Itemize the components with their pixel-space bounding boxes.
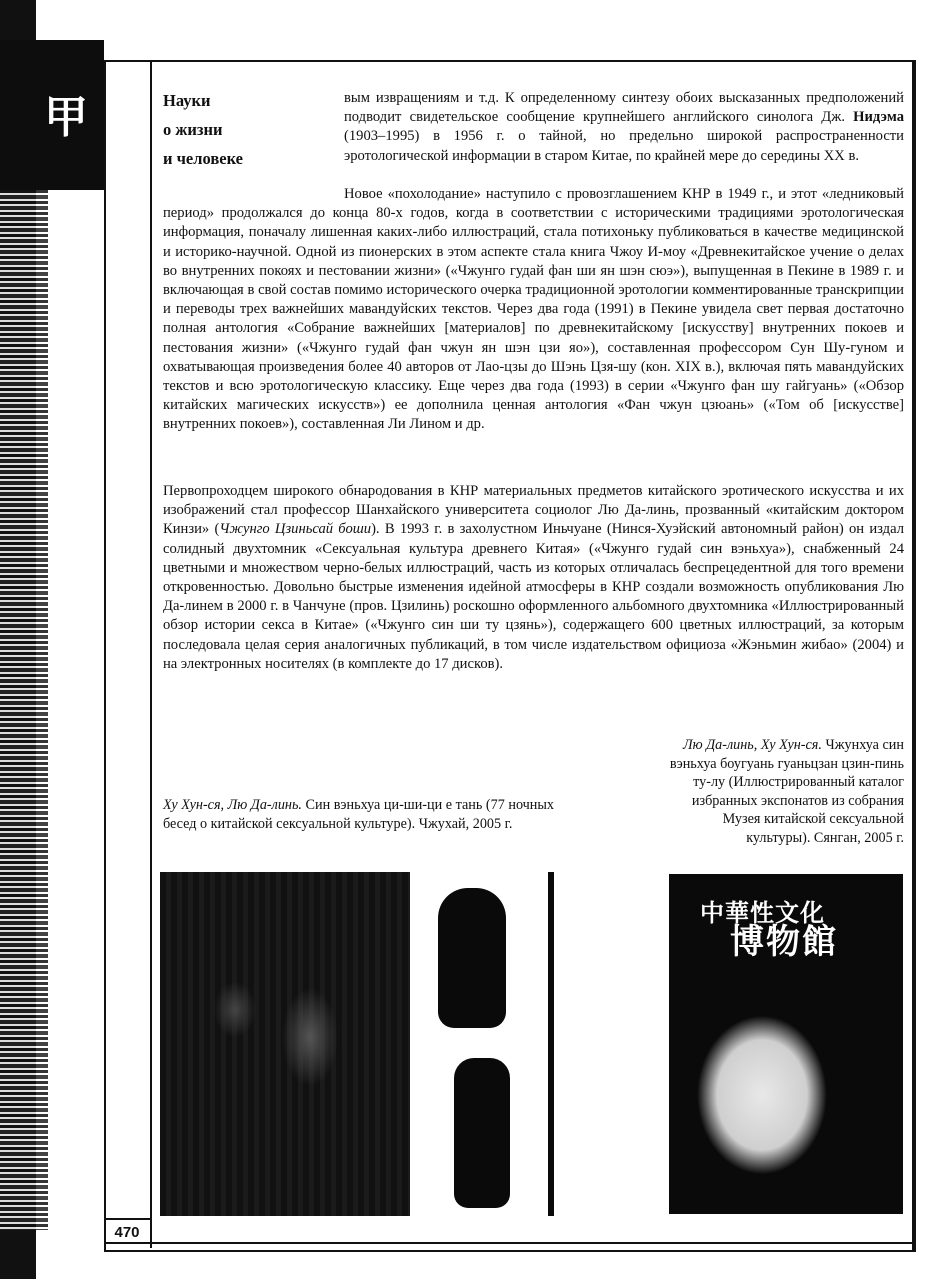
caption-right-authors: Лю Да-линь, Ху Хун-ся. [682, 737, 822, 753]
section-heading-line-1: Науки [163, 91, 211, 110]
cover-illustration [672, 985, 872, 1205]
caption-left-authors: Ху Хун-ся, Лю Да-линь. [163, 797, 302, 813]
cover-title-bottom: 博物館 [730, 922, 838, 963]
paragraph-1 [344, 89, 904, 166]
caption-right-text: Чжунхуа син вэньхуа боугуань гуаньцзан цзин-пинь ту-лу (Иллюстрированный каталог избранных экспонатов из собрания Музея китайской сексуальной культуры). Сянган, 2005 г. [669, 737, 904, 846]
section-glyph: 甲 [44, 92, 88, 143]
paragraph-1-text: вым извращениям и т.д. К определенному синтезу обоих высказанных предположений подводит свидетельское сообщение крупнейшего английского синолога Дж. [344, 90, 904, 126]
paragraph-3-head: Первопроходцем широкого обнародования в КНР материальных предметов китайского эротического искусства и их изображений стал профессор Шанхайского университета социолог Лю Да-линь, прозванный «китайским доктором Кинзи» ( [163, 483, 904, 538]
frame-bottom-rule [104, 1242, 916, 1252]
torso-figure-top [438, 888, 506, 1028]
caption-left [163, 796, 563, 833]
frame-inner-rule [150, 60, 152, 1248]
paragraph-2: Новое «похолодание» наступило с провозглашением КНР в 1949 г., и этот «ледниковый период» продолжался до конца 80-х годов, когда в соответствии с историческими традициями эротологическая информация, поначалу лишенная каких-либо иллюстраций, стала потихоньку публиковаться в качестве медицинской и историко-научной. Одной из пионерских в этом аспекте стала книга Чжоу И-моу «Древнекитайское учение о делах во внутренних покоях и пестовании жизни» («Чжунго гудай фан ши ян шэн сюэ»), выпущенная в Пекине в 1989 г. и включающая в свой состав помимо исторического очерка традиционной эротологии комментированные транскрипции и переводы трех важнейших мавандуйских текстов. Через два года (1991) в Пекине увидела свет первая достаточно полная антология «Собрание важнейших [материалов] по древнекитайскому [искусству] внутренних покоев и пестования жизни» («Чжунго гудай фан чжун ян шэн цзи яо»), составленная профессором Сун Шу-гуном и охватывающая произведения более 40 авторов от Лао-цзы до Шэнь Цзя-шу (кон. XIX в.), включая пять мавандуйских текстов и всю эротологическую классику. Еще через два года (1993) в серии «Чжунго фан шу гайгуань» («Обзор китайских магических искусств») ее дополнила ценная антология «Фан чжун цзюань» («Том об [искусстве] внутренних покоев»), составленная Ли Лином и др. [163, 186, 904, 433]
book-cover-image-left [160, 872, 410, 1216]
paragraph-1-tail: (1903–1995) в 1956 г. о тайной, но предельно широкой распространенности эротологической информации в старом Китае, по крайней мере до середины XX в. [344, 128, 904, 164]
paragraph-3-tail: ). В 1993 г. в захолустном Иньчуане (Нинся-Хуэйский автономный район) он издал солидный двухтомник «Сексуальная культура древнего Китая» («Чжунго гудай син вэньхуа»), снабженный 24 цветными и множеством черно-белых иллюстраций, часть из которых отличалась беспрецедентной для того времени откровенностью. Довольно быстрые изменения идейной атмосферы в КНР создали возможность опубликования Лю Да-линем в 2000 г. в Чанчуне (пров. Цзилинь) роскошно оформленного альбомного двухтомника «Иллюстрированный обзор истории секса в Китае» («Чжунго син ши ту цзянь»), содержащего 600 цветных иллюстраций, за которым последовала целая серия аналогичных публикаций, в том числе издательством официоза «Жэньмин жибао» (2004) и на электронных носителях (в комплекте до 17 дисков). [163, 521, 904, 672]
cover-title-top: 中華性文化 [700, 898, 825, 927]
section-heading-line-3: и человеке [163, 149, 244, 168]
author-name-needham: Нидэма [853, 109, 904, 126]
frame-right-rule [912, 60, 916, 1250]
scan-edge-artifact [0, 190, 48, 1230]
section-heading-line-2: о жизни [163, 120, 223, 139]
paragraph-3 [163, 482, 904, 674]
torso-figure-bottom [454, 1058, 510, 1208]
cover-title [700, 900, 880, 961]
section-heading [163, 86, 343, 173]
page-number: 470 [104, 1218, 150, 1246]
caption-left-text: Син вэньхуа ци-ши-ци е тань (77 ночных бесед о китайской сексуальной культуре). Чжухай, 2005 г. [163, 797, 555, 832]
paragraph-3-italic: Чжунго Цзиньсай боши [219, 521, 372, 538]
image-divider [548, 872, 554, 1216]
caption-right [660, 736, 904, 848]
